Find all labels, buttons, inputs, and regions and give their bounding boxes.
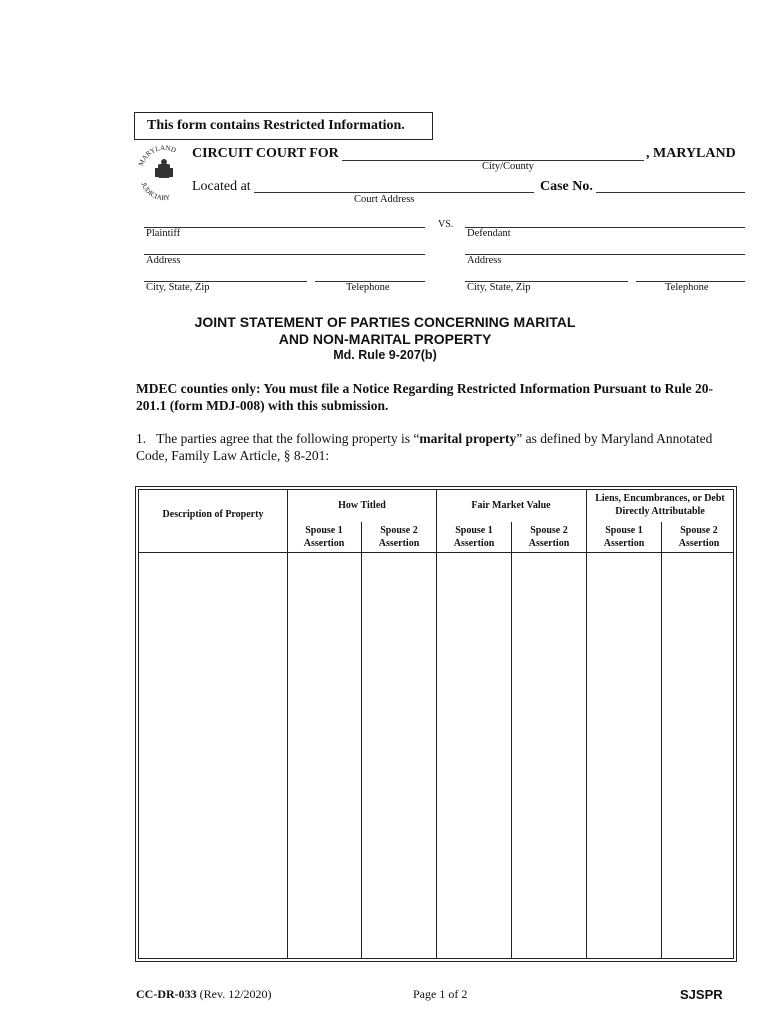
plaintiff-address-field[interactable] xyxy=(144,254,425,255)
how-titled-spouse1-cell[interactable] xyxy=(288,553,361,958)
paragraph-1-text-after: ” as defined by Maryland Annotated Code, Family Law Article, § 8-201: xyxy=(136,431,713,463)
liens-spouse1-header: Spouse 1 Assertion xyxy=(603,525,645,549)
plaintiff-city-state-zip-label: City, State, Zip xyxy=(146,282,210,293)
form-title-line2: AND NON-MARITAL PROPERTY xyxy=(278,331,492,347)
form-number-footer xyxy=(136,987,272,1002)
city-county-label: City/County xyxy=(482,161,534,172)
paragraph-1-bold: marital property xyxy=(419,431,517,446)
mdec-notice: MDEC counties only: You must file a Notice Regarding Restricted Information Pursuant to Rule 20-201.1 (form MDJ-008) with this submission. xyxy=(136,381,713,413)
liens-spouse2-header: Spouse 2 Assertion xyxy=(678,525,720,549)
how-titled-spouse1-header: Spouse 1 Assertion xyxy=(303,525,345,549)
paragraph-1-number: 1. xyxy=(136,431,147,446)
versus-label: VS. xyxy=(438,219,454,230)
court-address-label: Court Address xyxy=(354,194,415,205)
page-number: Page 1 of 2 xyxy=(413,987,468,1001)
property-table xyxy=(138,489,734,959)
fmv-spouse1-cell[interactable] xyxy=(437,553,511,958)
defendant-telephone-label: Telephone xyxy=(665,282,709,293)
plaintiff-address-label: Address xyxy=(146,255,181,266)
liens-spouse1-cell[interactable] xyxy=(587,553,661,958)
form-code: SJSPR xyxy=(680,987,723,1002)
description-cell[interactable] xyxy=(139,553,287,958)
paragraph-1-text-before: The parties agree that the following property is “ xyxy=(156,431,420,446)
fmv-spouse1-header: Spouse 1 Assertion xyxy=(453,525,495,549)
plaintiff-label: Plaintiff xyxy=(146,228,181,239)
case-no-field[interactable] xyxy=(596,192,745,193)
court-address-field[interactable] xyxy=(254,192,534,193)
form-revision: (Rev. 12/2020) xyxy=(199,987,272,1001)
plaintiff-telephone-label: Telephone xyxy=(346,282,390,293)
located-at-label: Located at xyxy=(192,179,251,194)
paragraph-1 xyxy=(136,430,746,464)
restricted-info-notice: This form contains Restricted Information. xyxy=(134,112,433,140)
how-titled-header: How Titled xyxy=(338,500,386,511)
seal-bottom-text: JUDICIARY xyxy=(139,181,171,202)
maryland-judiciary-seal-icon xyxy=(136,142,192,202)
case-no-label: Case No. xyxy=(540,179,593,194)
svg-text:MARYLAND xyxy=(137,144,177,167)
liens-header: Liens, Encumbrances, or Debt Directly Attributable xyxy=(595,493,725,517)
fmv-spouse2-header: Spouse 2 Assertion xyxy=(528,525,570,549)
form-number: CC-DR-033 xyxy=(136,987,197,1001)
maryland-label: , MARYLAND xyxy=(646,146,736,161)
svg-text:JUDICIARY xyxy=(139,181,171,202)
fmv-spouse2-cell[interactable] xyxy=(512,553,586,958)
defendant-address-label: Address xyxy=(467,255,502,266)
fair-market-value-header: Fair Market Value xyxy=(471,500,551,511)
defendant-address-field[interactable] xyxy=(465,254,745,255)
how-titled-spouse2-header: Spouse 2 Assertion xyxy=(378,525,420,549)
how-titled-spouse2-cell[interactable] xyxy=(362,553,436,958)
circuit-court-label: CIRCUIT COURT FOR xyxy=(192,146,339,161)
description-header: Description of Property xyxy=(162,509,264,520)
form-title-line1: JOINT STATEMENT OF PARTIES CONCERNING MARITAL xyxy=(194,314,576,330)
liens-spouse2-cell[interactable] xyxy=(662,553,733,958)
defendant-label: Defendant xyxy=(467,228,511,239)
defendant-city-state-zip-label: City, State, Zip xyxy=(467,282,531,293)
seal-top-text: MARYLAND xyxy=(136,143,178,168)
form-rule: Md. Rule 9-207(b) xyxy=(333,348,437,362)
plaintiff-field[interactable] xyxy=(144,227,425,228)
